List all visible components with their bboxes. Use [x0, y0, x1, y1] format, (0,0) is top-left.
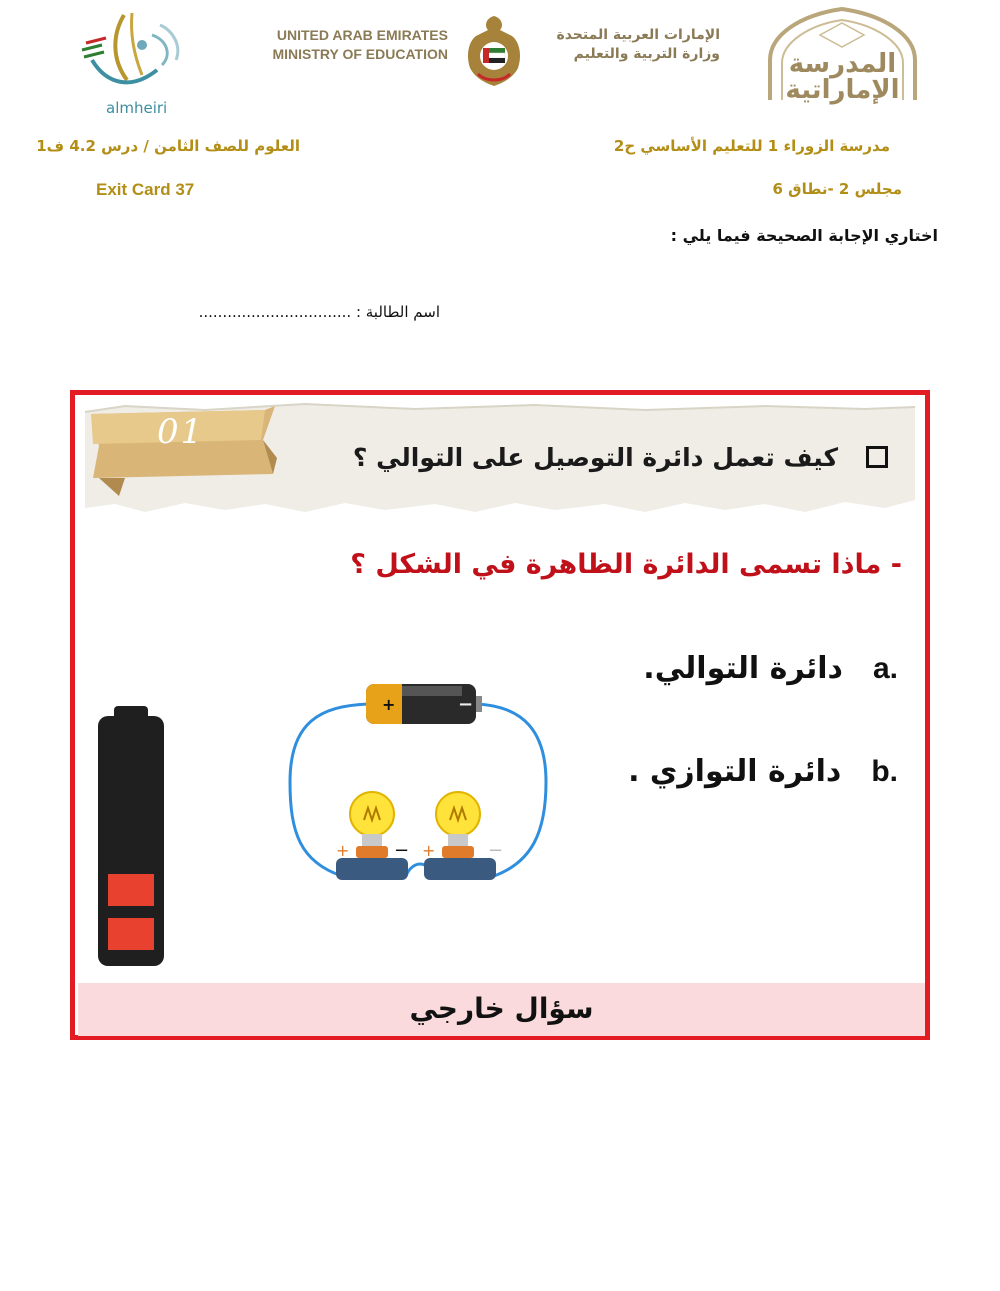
- ministry-ar-line2: وزارة التربية والتعليم: [573, 46, 720, 62]
- question-title: كيف تعمل دائرة التوصيل على التوالي ؟: [352, 443, 838, 472]
- ministry-en: [262, 26, 448, 64]
- school-logo-line1: المدرسة: [788, 49, 897, 79]
- uae-falcon-emblem-icon: [462, 12, 526, 90]
- svg-text:−: −: [458, 694, 474, 715]
- svg-text:+: +: [422, 841, 436, 860]
- svg-text:+: +: [382, 695, 396, 714]
- low-battery-icon: [96, 706, 166, 968]
- light-bulb-1-icon: [336, 792, 409, 880]
- uae-emblem: [462, 12, 526, 90]
- almheiri-label: almheiri: [106, 99, 168, 117]
- option-a-text: دائرة التوالي.: [643, 651, 843, 686]
- almheiri-emblem-icon: [72, 5, 192, 105]
- ministry-ar: [530, 26, 720, 64]
- option-b[interactable]: [628, 754, 898, 789]
- ministry-ar-line1: الإمارات العربية المتحدة: [556, 27, 720, 43]
- council-label: مجلس 2 -نطاق 6: [772, 180, 902, 198]
- ministry-en-line2: MINISTRY OF EDUCATION: [272, 46, 448, 62]
- instruction-text: اختاري الإجابة الصحيحة فيما يلي :: [670, 226, 938, 245]
- option-b-text: دائرة التوازي .: [628, 754, 842, 789]
- school-name: مدرسة الزوراء 1 للتعليم الأساسي ح2: [613, 137, 890, 155]
- external-question-label: سؤال خارجي: [409, 992, 594, 1025]
- series-circuit-diagram: [280, 672, 560, 902]
- option-a[interactable]: [643, 651, 898, 686]
- light-bulb-2-icon: [422, 792, 503, 880]
- option-b-letter: b.: [871, 755, 898, 788]
- subject-lesson: العلوم للصف الثامن / درس 4.2 ف1: [36, 137, 300, 155]
- wire-right: [476, 704, 546, 876]
- ministry-en-line1: UNITED ARAB EMIRATES: [276, 27, 448, 43]
- option-a-letter: a.: [872, 652, 898, 685]
- question-subtitle: - ماذا تسمى الدائرة الظاهرة في الشكل ؟: [350, 549, 902, 580]
- exit-card-label: Exit Card 37: [96, 180, 195, 199]
- school-logo-line2: الإماراتية: [785, 75, 900, 105]
- question-number: 01: [157, 412, 205, 452]
- checkbox-icon[interactable]: [866, 446, 888, 468]
- svg-text:−: −: [488, 840, 504, 861]
- svg-text:−: −: [394, 840, 410, 861]
- almheiri-logo: [72, 5, 192, 120]
- svg-text:+: +: [336, 841, 350, 860]
- emirati-school-logo: [760, 5, 925, 105]
- student-name-field[interactable]: اسم الطالبة : ................................: [198, 303, 440, 321]
- battery-cell-icon: [366, 684, 482, 724]
